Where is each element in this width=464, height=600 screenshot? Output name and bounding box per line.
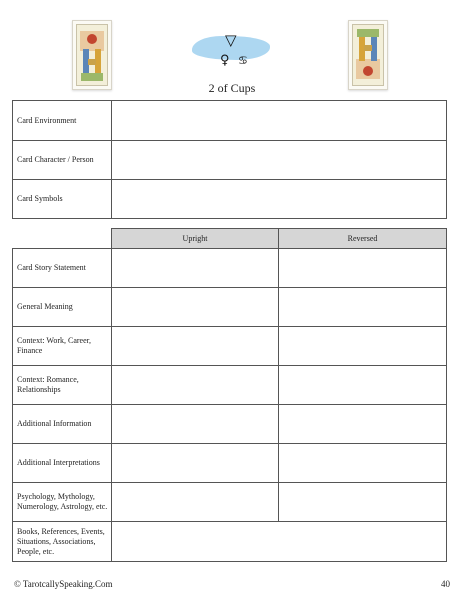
copyright-text: © TarotcallySpeaking.Com bbox=[14, 579, 113, 589]
reversed-field[interactable] bbox=[279, 249, 447, 288]
card-symbols-header bbox=[192, 31, 270, 74]
upright-field[interactable] bbox=[112, 366, 279, 405]
two-of-cups-illustration bbox=[77, 25, 107, 85]
upright-field[interactable] bbox=[112, 483, 279, 522]
two-of-cups-reversed-illustration bbox=[353, 25, 383, 85]
card-symbols-field[interactable] bbox=[112, 180, 447, 219]
row-label-books-references: Books, References, Events, Situations, Associations, People, etc. bbox=[13, 522, 112, 562]
page-number: 40 bbox=[441, 579, 450, 589]
row-label-context-work: Context: Work, Career, Finance bbox=[13, 327, 112, 366]
table-row bbox=[13, 288, 447, 327]
row-label-general-meaning: General Meaning bbox=[13, 288, 112, 327]
table-row bbox=[13, 249, 447, 288]
table-row bbox=[13, 141, 447, 180]
row-label-additional-interpretations: Additional Interpretations bbox=[13, 444, 112, 483]
column-header-reversed: Reversed bbox=[279, 229, 447, 249]
venus-icon: ♀ bbox=[220, 53, 230, 68]
table-header-row bbox=[13, 229, 447, 249]
table-row bbox=[13, 444, 447, 483]
reversed-field[interactable] bbox=[279, 483, 447, 522]
row-label-card-environment: Card Environment bbox=[13, 101, 112, 141]
row-label-context-romance: Context: Romance, Relationships bbox=[13, 366, 112, 405]
card-description-table bbox=[12, 100, 447, 219]
upright-field[interactable] bbox=[112, 288, 279, 327]
page-title: 2 of Cups bbox=[208, 81, 256, 95]
water-element-icon: ▽ bbox=[225, 31, 237, 49]
card-character-field[interactable] bbox=[112, 141, 447, 180]
table-row bbox=[13, 327, 447, 366]
table-row bbox=[13, 366, 447, 405]
table-row bbox=[13, 180, 447, 219]
row-label-additional-information: Additional Information bbox=[13, 405, 112, 444]
row-label-card-character: Card Character / Person bbox=[13, 141, 112, 180]
card-environment-field[interactable] bbox=[112, 101, 447, 141]
table-row bbox=[13, 405, 447, 444]
table-row bbox=[13, 522, 447, 562]
upright-card-image bbox=[72, 20, 112, 90]
table-row bbox=[13, 101, 447, 141]
reversed-field[interactable] bbox=[279, 288, 447, 327]
reversed-field[interactable] bbox=[279, 444, 447, 483]
reversed-card-image bbox=[348, 20, 388, 90]
reversed-field[interactable] bbox=[279, 366, 447, 405]
table-row bbox=[13, 483, 447, 522]
reversed-field[interactable] bbox=[279, 327, 447, 366]
upright-field[interactable] bbox=[112, 249, 279, 288]
row-label-card-story-statement: Card Story Statement bbox=[13, 249, 112, 288]
row-label-psychology: Psychology, Mythology, Numerology, Astrology, etc. bbox=[13, 483, 112, 522]
reversed-field[interactable] bbox=[279, 405, 447, 444]
upright-field[interactable] bbox=[112, 405, 279, 444]
card-meaning-table bbox=[12, 228, 447, 562]
column-header-upright: Upright bbox=[112, 229, 279, 249]
books-references-field[interactable] bbox=[112, 522, 447, 562]
upright-field[interactable] bbox=[112, 444, 279, 483]
blank-corner-cell bbox=[13, 229, 112, 249]
cancer-icon: ♋ bbox=[238, 54, 248, 67]
upright-field[interactable] bbox=[112, 327, 279, 366]
row-label-card-symbols: Card Symbols bbox=[13, 180, 112, 219]
